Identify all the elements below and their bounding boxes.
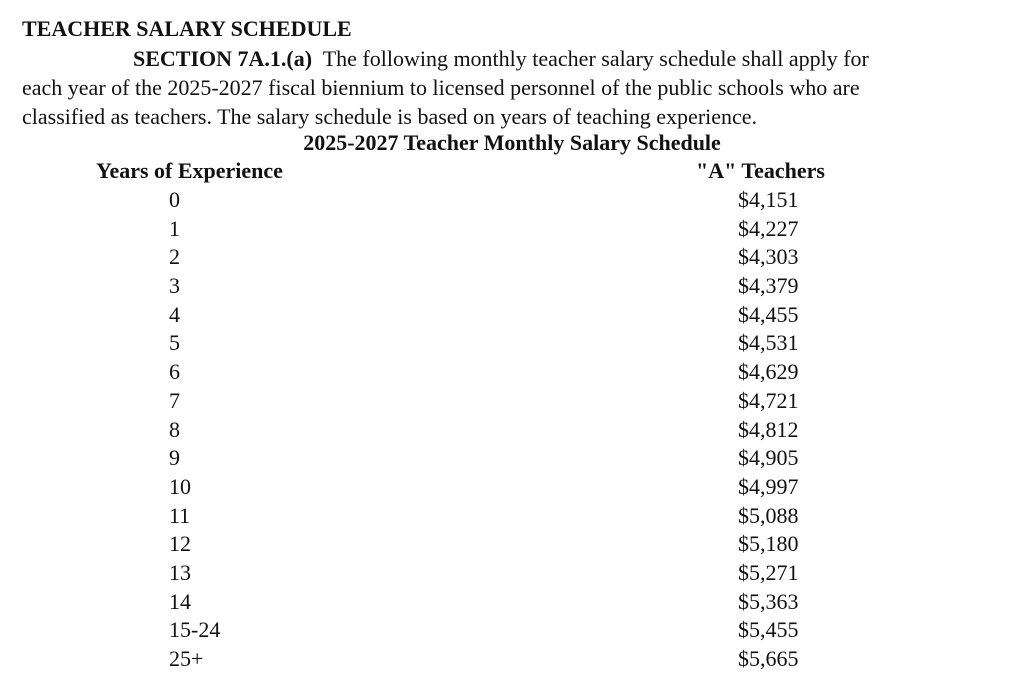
years-cell: 25+ <box>169 646 204 671</box>
salary-cell: $4,455 <box>738 301 799 327</box>
paragraph-line-3: classified as teachers. The salary schedule is based on years of teaching experience. <box>22 104 758 129</box>
years-cell: 5 <box>169 330 180 356</box>
document-heading: TEACHER SALARY SCHEDULE <box>22 16 352 41</box>
salary-cell: $4,303 <box>738 244 799 270</box>
table-row <box>0 329 1024 358</box>
years-cell: 3 <box>169 273 180 299</box>
salary-cell: $5,180 <box>738 531 799 557</box>
paragraph-line-1 <box>22 44 982 73</box>
salary-cell: $4,905 <box>738 445 799 471</box>
table-row <box>0 502 1024 531</box>
salary-cell: $4,997 <box>738 473 799 499</box>
years-cell: 0 <box>169 187 180 212</box>
years-cell: 1 <box>169 215 180 241</box>
salary-table-rows <box>0 186 1024 674</box>
years-cell: 2 <box>169 244 180 270</box>
salary-cell: $5,455 <box>738 617 799 643</box>
table-row <box>0 215 1024 244</box>
years-cell: 9 <box>169 445 180 471</box>
salary-cell: $4,721 <box>738 387 799 413</box>
years-cell: 13 <box>169 559 191 585</box>
years-cell: 4 <box>169 301 180 327</box>
table-row <box>0 444 1024 473</box>
years-cell: 6 <box>169 359 180 385</box>
years-cell: 8 <box>169 416 180 442</box>
salary-cell: $4,531 <box>738 330 799 356</box>
salary-cell: $5,088 <box>738 502 799 528</box>
paragraph-line-2: each year of the 2025-2027 fiscal biennium to licensed personnel of the public schools who are <box>22 75 860 100</box>
salary-cell: $5,665 <box>738 646 799 671</box>
salary-cell: $4,151 <box>738 187 799 212</box>
table-row <box>0 243 1024 272</box>
years-column-header: Years of Experience <box>96 158 283 183</box>
years-cell: 12 <box>169 531 191 557</box>
table-row <box>0 530 1024 559</box>
salary-cell: $4,227 <box>738 215 799 241</box>
salary-cell: $5,363 <box>738 588 799 614</box>
salary-cell: $4,629 <box>738 359 799 385</box>
paragraph-line-1-text: The following monthly teacher salary schedule shall apply for <box>322 46 869 71</box>
years-cell: 10 <box>169 473 191 499</box>
table-row <box>0 473 1024 502</box>
section-paragraph <box>22 44 982 131</box>
table-row <box>0 272 1024 301</box>
years-cell: 11 <box>169 502 191 528</box>
salary-cell: $5,271 <box>738 559 799 585</box>
years-cell: 15-24 <box>169 617 221 643</box>
years-cell: 14 <box>169 588 191 614</box>
salary-cell: $4,812 <box>738 416 799 442</box>
a-teachers-column-header: "A" Teachers <box>696 158 825 183</box>
table-row <box>0 186 1024 215</box>
table-row <box>0 559 1024 588</box>
salary-cell: $4,379 <box>738 273 799 299</box>
table-row <box>0 616 1024 645</box>
table-row <box>0 358 1024 387</box>
table-row <box>0 416 1024 445</box>
table-row <box>0 301 1024 330</box>
table-row <box>0 588 1024 617</box>
section-label: SECTION 7A.1.(a) <box>133 46 313 71</box>
table-row <box>0 387 1024 416</box>
years-cell: 7 <box>169 387 180 413</box>
table-row <box>0 645 1024 674</box>
salary-table-title: 2025-2027 Teacher Monthly Salary Schedule <box>303 130 721 155</box>
